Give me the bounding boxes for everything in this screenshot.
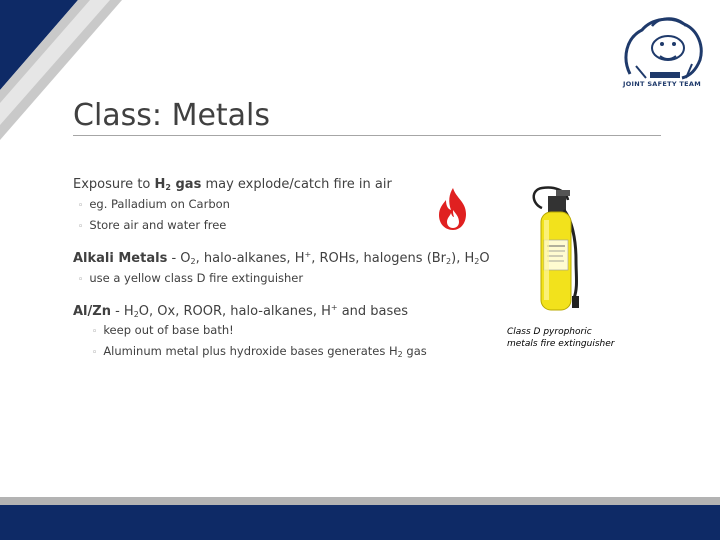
- list-item: ◦ eg. Palladium on Carbon: [78, 197, 230, 211]
- footer-bar: [0, 505, 720, 540]
- alzn-heading: $Al/Zn - H_2O$, Ox, ROOR, halo-alkanes, H+ and bases: [73, 303, 409, 319]
- title-divider: [73, 135, 661, 136]
- logo-text: JOINT SAFETY TEAM: [623, 80, 701, 88]
- list-item: ◦ keep out of base bath!: [92, 323, 234, 337]
- fire-icon: [434, 186, 472, 232]
- image-caption: Class D pyrophoric metals fire extinguisher: [507, 327, 615, 349]
- h2-heading: Exposure to $H_2$ gas may explode/catch fire in air: [73, 177, 392, 192]
- page-title: Class: Metals: [73, 98, 271, 133]
- list-item: ◦ use a yellow class D fire extinguisher: [78, 271, 304, 285]
- footer-stripe: [0, 497, 720, 505]
- list-item: ◦ Aluminum metal plus hydroxide bases generates $H_2$ gas: [92, 344, 427, 359]
- extinguisher-image: [520, 180, 590, 320]
- list-item: ◦ Store air and water free: [78, 218, 227, 232]
- alkali-heading: Alkali Metals - $O_2$, halo-alkanes, H+, ROHs, halogens $(Br_2)$, $H_2O$: [73, 250, 490, 266]
